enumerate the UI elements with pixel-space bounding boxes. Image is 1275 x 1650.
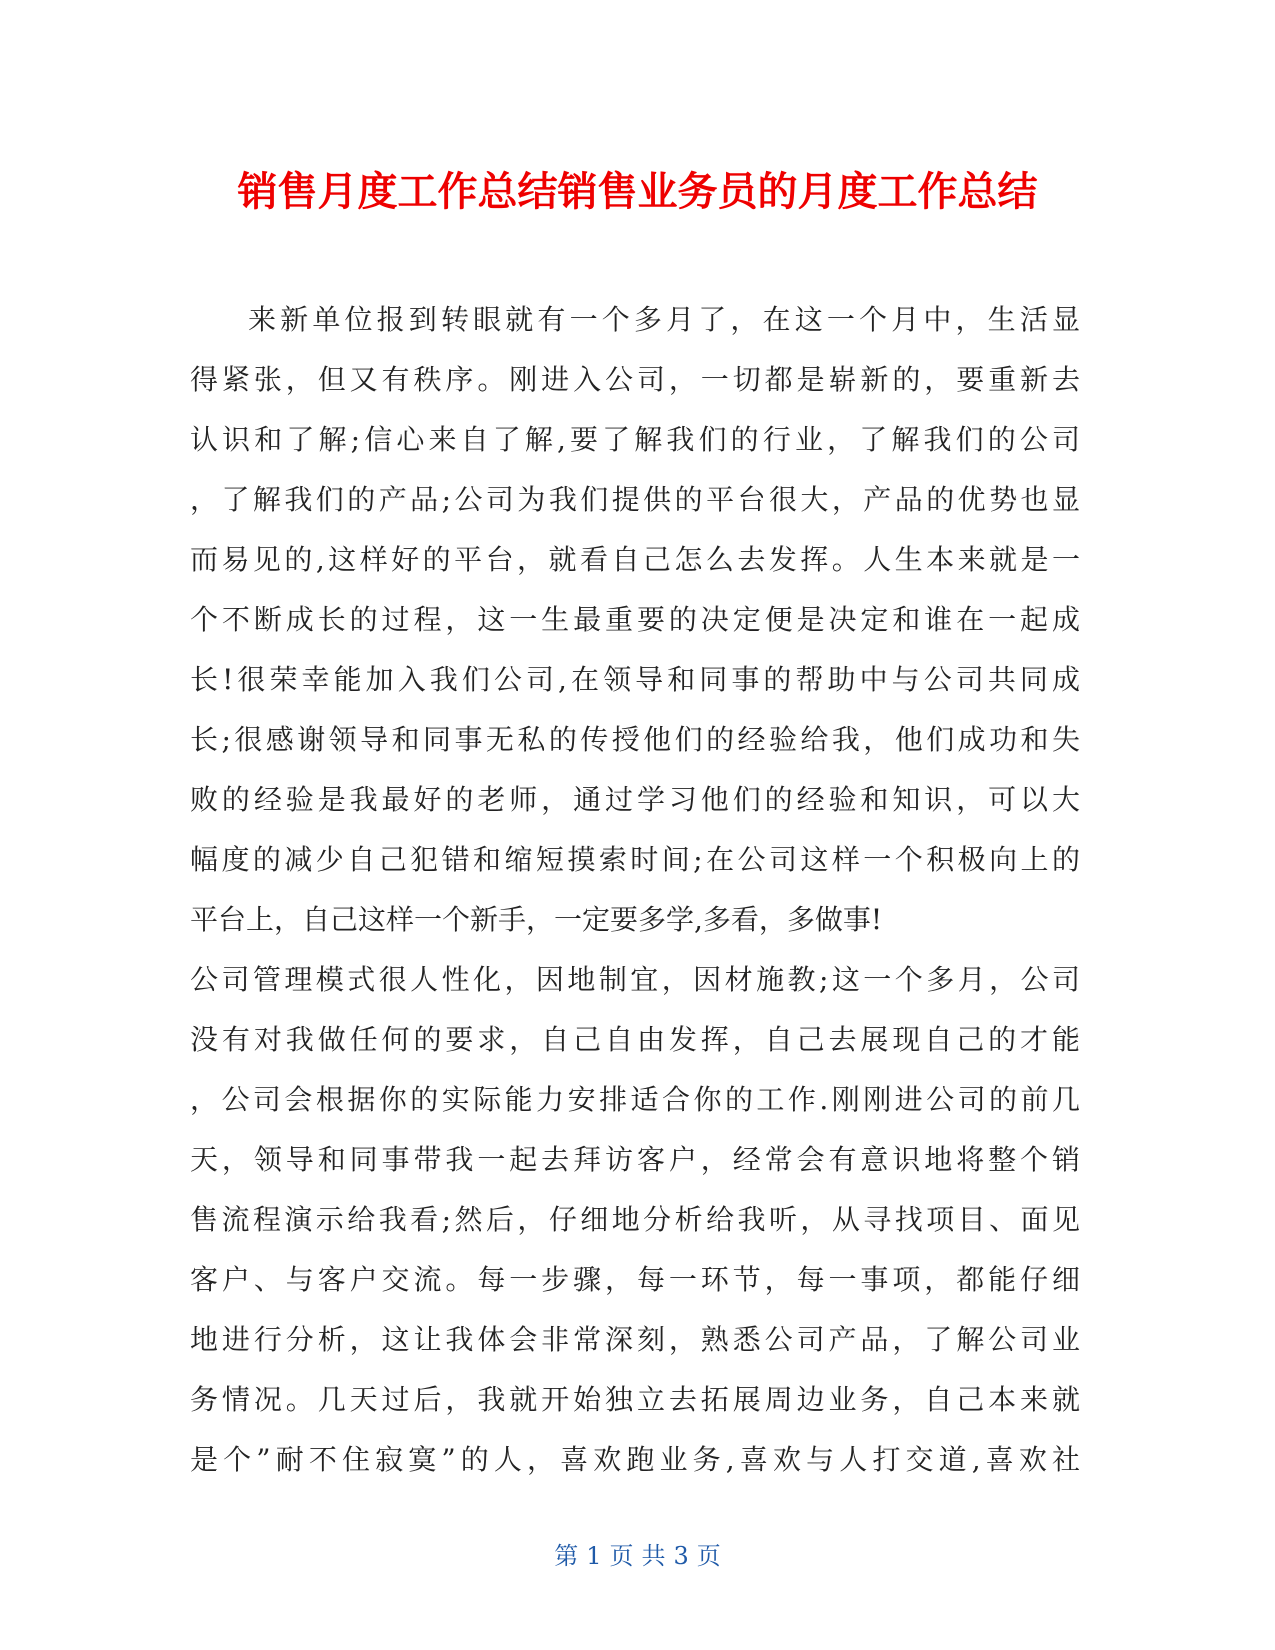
paragraph-1-line: 平台上，自己这样一个新手，一定要多学,多看，多做事!	[190, 903, 883, 936]
paragraph-1-line: 败的经验是我最好的老师，通过学习他们的经验和知识，可以大	[190, 783, 1080, 816]
document-body	[190, 290, 1080, 1490]
total-pages-number: 3	[673, 1542, 689, 1570]
paragraph-1-line: 长!很荣幸能加入我们公司,在领导和同事的帮助中与公司共同成	[190, 663, 1080, 696]
paragraph-2-line: 公司管理模式很人性化，因地制宜，因材施教;这一个多月，公司	[190, 963, 1080, 996]
page-label-prefix: 第	[554, 1542, 579, 1570]
paragraph-2-line: 务情况。几天过后，我就开始独立去拓展周边业务，自己本来就	[190, 1383, 1080, 1416]
document-title: 销售月度工作总结销售业务员的月度工作总结	[237, 169, 1038, 215]
paragraph-1-line: 而易见的,这样好的平台，就看自己怎么去发挥。人生本来就是一	[190, 543, 1080, 576]
total-label: 共	[641, 1542, 666, 1570]
page-label-mid: 页	[609, 1542, 634, 1570]
paragraph-2-line: 地进行分析，这让我体会非常深刻，熟悉公司产品，了解公司业	[190, 1323, 1080, 1356]
paragraph-1-line: 个不断成长的过程，这一生最重要的决定便是决定和谁在一起成	[190, 603, 1080, 636]
paragraph-2-line: 天，领导和同事带我一起去拜访客户，经常会有意识地将整个销	[190, 1143, 1080, 1176]
current-page-number: 1	[586, 1542, 602, 1570]
paragraph-1-line: 幅度的减少自己犯错和缩短摸索时间;在公司这样一个积极向上的	[190, 843, 1080, 876]
paragraph-1-line: 得紧张，但又有秩序。刚进入公司，一切都是崭新的，要重新去	[190, 363, 1080, 396]
paragraph-2-line: 客户、与客户交流。每一步骤，每一环节，每一事项，都能仔细	[190, 1263, 1080, 1296]
paragraph-1-line: 来新单位报到转眼就有一个多月了，在这一个月中，生活显	[248, 303, 1080, 336]
paragraph-1-line: 长;很感谢领导和同事无私的传授他们的经验给我，他们成功和失	[190, 723, 1080, 756]
page-label-suffix: 页	[696, 1542, 721, 1570]
paragraph-2-line: 售流程演示给我看;然后，仔细地分析给我听，从寻找项目、面见	[190, 1203, 1080, 1236]
paragraph-2-line: ，公司会根据你的实际能力安排适合你的工作.刚刚进公司的前几	[190, 1083, 1080, 1116]
paragraph-1-line: ，了解我们的产品;公司为我们提供的平台很大，产品的优势也显	[190, 483, 1080, 516]
paragraph-1-line: 认识和了解;信心来自了解,要了解我们的行业，了解我们的公司	[190, 423, 1080, 456]
paragraph-2-line: 是个”耐不住寂寞”的人，喜欢跑业务,喜欢与人打交道,喜欢社	[190, 1443, 1080, 1476]
page-footer	[0, 1538, 1275, 1574]
paragraph-2-line: 没有对我做任何的要求，自己自由发挥，自己去展现自己的才能	[190, 1023, 1080, 1056]
